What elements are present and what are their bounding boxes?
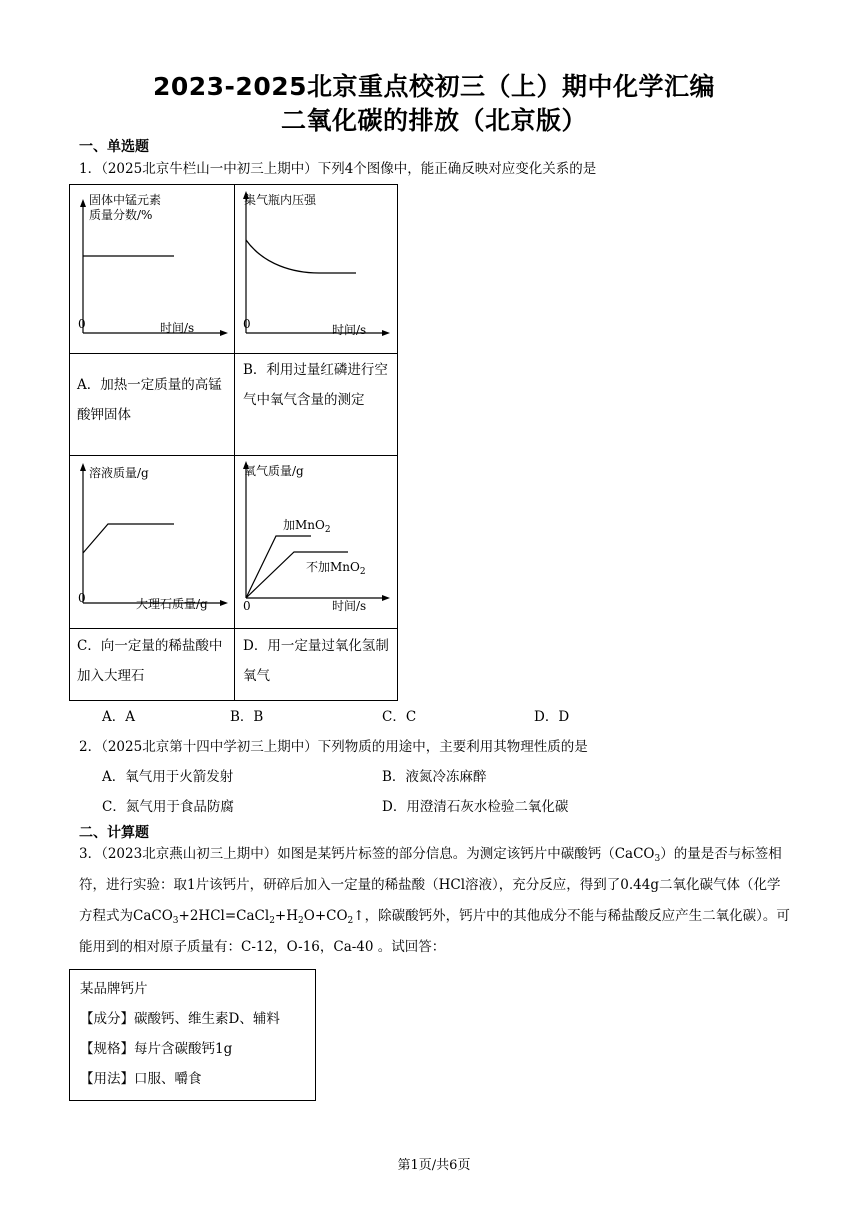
graph-d-ylabel: 氧气质量/g	[244, 464, 304, 478]
graph-c-xlabel: 大理石质量/g	[136, 597, 208, 611]
graph-a	[70, 185, 234, 353]
graph-d-xlabel: 时间/s	[332, 599, 367, 613]
graph-b-xlabel: 时间/s	[332, 323, 367, 337]
question-2-stem: 2．（2025北京第十四中学初三上期中）下列物质的用途中，主要利用其物理性质的是	[79, 739, 588, 755]
table-divider-row3	[70, 628, 397, 629]
label-usage: 【用法】口服、嚼食	[80, 1071, 202, 1087]
graph-a-ylabel-line2: 质量分数/%	[89, 208, 153, 222]
label-ingredients: 【成分】碳酸钙、维生素D、辅料	[80, 1011, 280, 1027]
graph-a-ylabel-line1: 固体中锰元素	[89, 193, 162, 207]
graph-d-origin: 0	[243, 599, 251, 613]
graph-d-curve2-label: 不加MnO$_2$	[306, 560, 366, 577]
question-2-option-a[interactable]: A．氧气用于火箭发射	[102, 769, 234, 785]
page-title-line2: 二氧化碳的排放（北京版）	[280, 106, 587, 135]
calcium-tablet-label	[69, 969, 316, 1101]
question-2-option-b[interactable]: B．液氮冷冻麻醉	[382, 769, 487, 785]
section-heading-calculation: 二、计算题	[79, 825, 149, 841]
graph-a-description: A．加热一定质量的高锰酸钾固体	[77, 377, 222, 423]
table-divider-row1	[70, 353, 397, 354]
graph-b	[234, 185, 398, 353]
graph-c-description: C．向一定量的稀盐酸中加入大理石	[77, 638, 223, 684]
page-number: 第1页/共6页	[397, 1158, 471, 1173]
graph-c-ylabel: 溶液质量/g	[89, 466, 149, 480]
graph-c-origin: 0	[78, 591, 86, 605]
page-title-line1: 2023-2025北京重点校初三（上）期中化学汇编	[152, 72, 716, 101]
label-specification: 【规格】每片含碳酸钙1g	[80, 1041, 233, 1057]
question-3-stem: 3．（2023北京燕山初三上期中）如图是某钙片标签的部分信息。为测定该钙片中碳酸钙（CaCO$_3$）的量是否与标签相符，进行实验：取1片该钙片，研碎后加入一定量的稀盐酸（HCl溶液），充分反应，得到了0.44g二氧化碳气体（化学方程式为$CaCO_3+2HCl=CaCl_2+H_2O+CO_2↑$，除碳酸钙外，钙片中的其他成分不能与稀盐酸反应产生二氧化碳）。可能用到的相对原子质量有：C-12，O-16，Ca-40 。试回答：	[79, 846, 790, 955]
graph-b-origin: 0	[243, 317, 251, 331]
question-2-option-d[interactable]: D．用澄清石灰水检验二氧化碳	[382, 799, 569, 815]
graph-a-origin: 0	[78, 317, 86, 331]
question-2-option-c[interactable]: C．氮气用于食品防腐	[102, 799, 234, 815]
section-heading-single-choice: 一、单选题	[79, 139, 149, 155]
graph-b-description: B．利用过量红磷进行空气中氧气含量的测定	[243, 362, 388, 408]
graph-c	[70, 455, 234, 628]
graph-d	[234, 455, 398, 628]
graph-d-description: D．用一定量过氧化氢制氧气	[243, 638, 389, 684]
graph-d-curve1-label: 加MnO$_2$	[283, 518, 331, 535]
label-product-name: 某品牌钙片	[80, 981, 148, 997]
question-1-option-d[interactable]: D．D	[534, 709, 570, 725]
graph-a-xlabel: 时间/s	[160, 321, 195, 335]
question-1-option-b[interactable]: B．B	[230, 709, 264, 725]
graph-b-ylabel: 集气瓶内压强	[244, 193, 317, 207]
question-1-option-a[interactable]: A．A	[102, 709, 135, 725]
question-1-graph-table	[69, 184, 398, 701]
question-1-stem: 1．（2025北京牛栏山一中初三上期中）下列4个图像中，能正确反映对应变化关系的是	[79, 161, 597, 177]
question-1-option-c[interactable]: C．C	[382, 709, 417, 725]
